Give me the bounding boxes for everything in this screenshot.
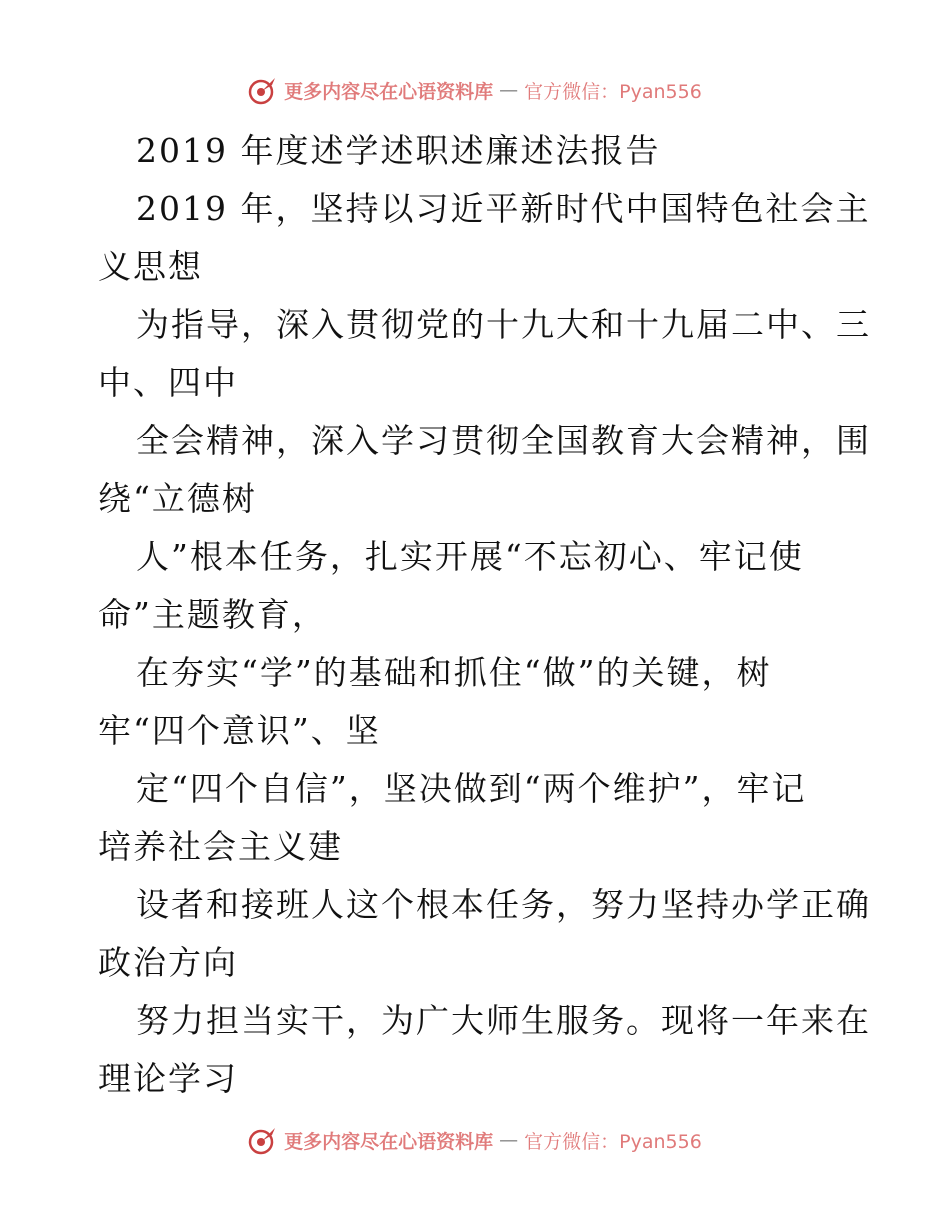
paragraph-line: 全会精神，深入学习贯彻全国教育大会精神，围 [136,421,871,460]
paragraph-line: 中、四中 [98,363,238,402]
quill-logo-icon [248,1125,278,1155]
watermark-separator: — [499,1129,519,1151]
paragraph-line: 理论学习 [98,1059,238,1098]
paragraph-line: 牢“四个意识”、坚 [98,711,381,750]
watermark-wechat: 官方微信：Pyan556 [524,1130,702,1153]
paragraph-line: 在夯实“学”的基础和抓住“做”的关键，树 [136,653,772,692]
watermark-text: 更多内容尽在心语资料库 [284,1130,494,1153]
paragraph-line: 人”根本任务，扎实开展“不忘初心、牢记使 [136,537,804,576]
watermark-text: 更多内容尽在心语资料库 [284,80,494,103]
paragraph-line: 培养社会主义建 [98,827,343,866]
document-title: 2019 年度述学述职述廉述法报告 [136,131,661,170]
footer-watermark [0,1124,950,1156]
paragraph-line: 义思想 [98,247,203,286]
paragraph-line: 定“四个自信”，坚决做到“两个维护”，牢记 [136,769,807,808]
header-watermark [0,74,950,106]
paragraph-line: 命”主题教育， [98,595,327,634]
quill-logo-icon [248,75,278,105]
paragraph-line: 设者和接班人这个根本任务，努力坚持办学正确 [136,885,871,924]
paragraph-line: 努力担当实干，为广大师生服务。现将一年来在 [136,1001,871,1040]
paragraph-line: 政治方向 [98,943,238,982]
watermark-separator: — [499,79,519,101]
paragraph-line: 为指导，深入贯彻党的十九大和十九届二中、三 [136,305,871,344]
paragraph-line: 2019 年，坚持以习近平新时代中国特色社会主 [136,189,871,228]
document-body [98,122,871,1108]
paragraph-line: 绕“立德树 [98,479,257,518]
watermark-wechat: 官方微信：Pyan556 [524,80,702,103]
